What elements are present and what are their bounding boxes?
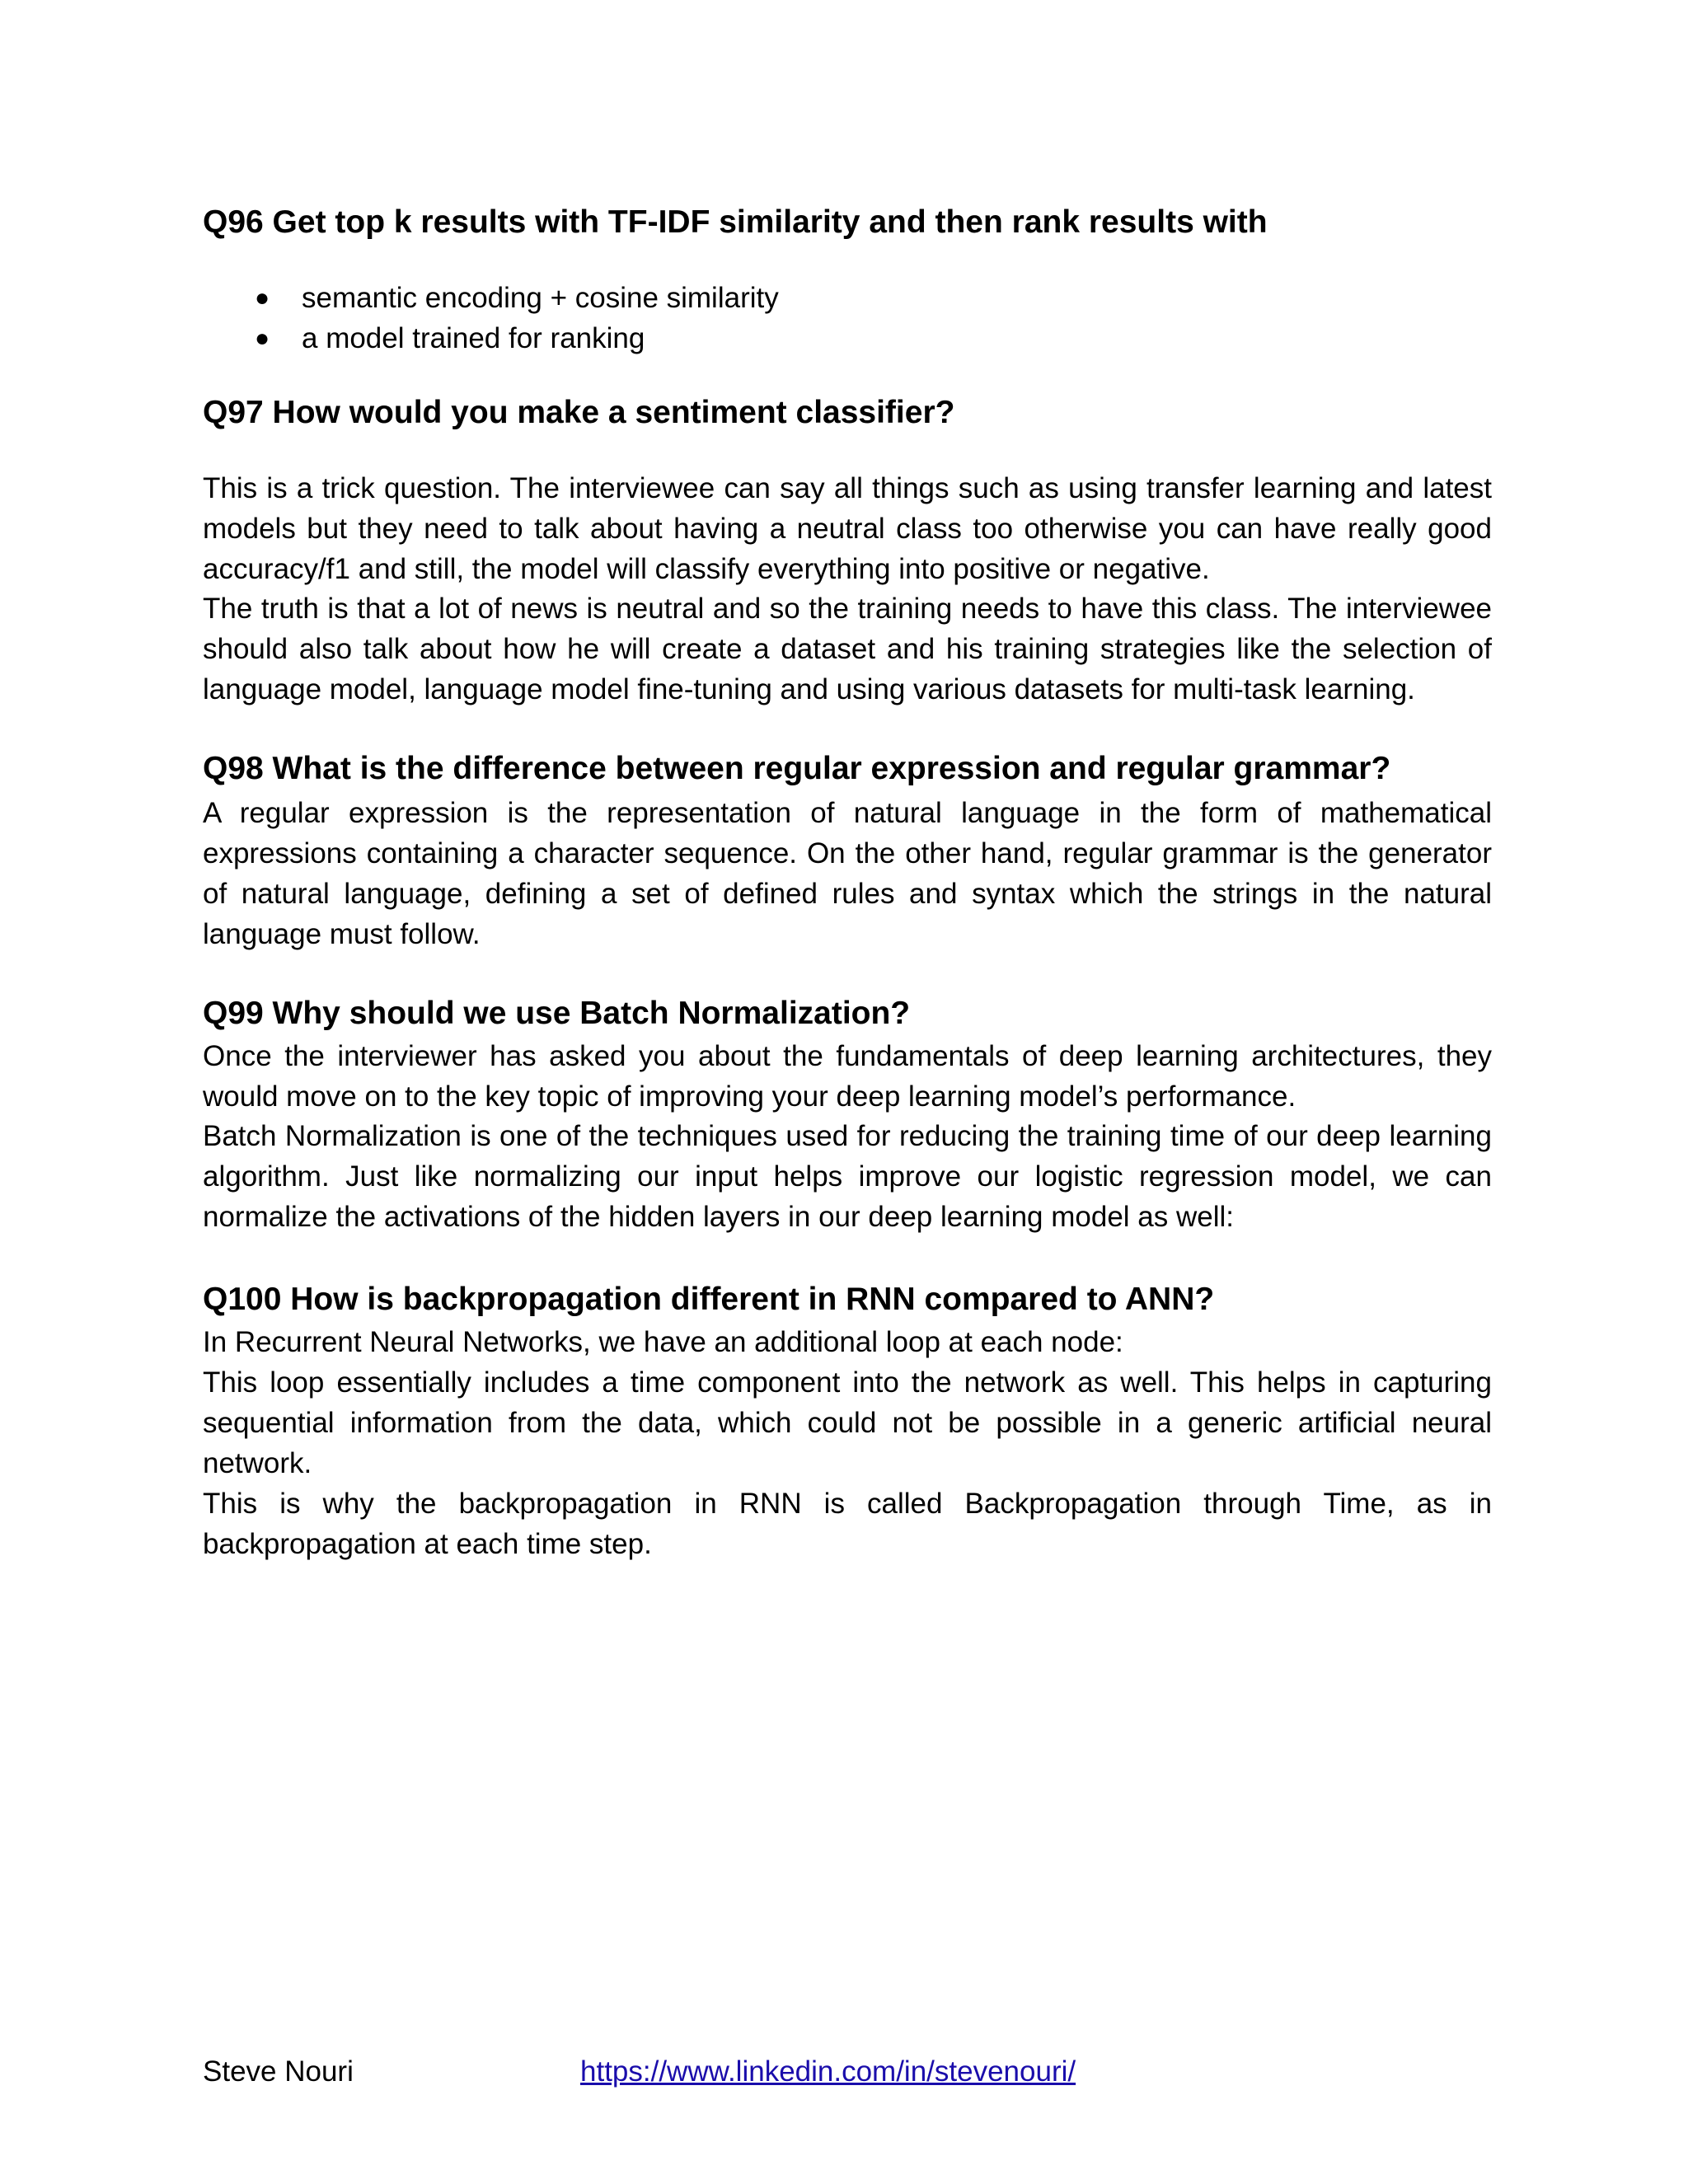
q99-paragraph-2: Batch Normalization is one of the techniques used for reducing the training time of our deep learning algorithm. Just like normalizing our input helps improve our logistic regression model, we can normalize the activations of the hidden layers in our deep learning model as well: bbox=[203, 1120, 1492, 1233]
footer-linkedin-link[interactable]: https://www.linkedin.com/in/stevenouri/ bbox=[580, 2055, 1076, 2088]
q98-paragraph-1: A regular expression is the representation of natural language in the form of mathematical expressions containing a character sequence. On the other hand, regular grammar is the generator of natural language, defining a set of defined rules and syntax which the strings in the natural language must follow. bbox=[203, 797, 1492, 950]
q100-paragraph-2: This loop essentially includes a time component into the network as well. This helps in capturing sequential information from the data, which could not be possible in a generic artificial neural network. bbox=[203, 1366, 1492, 1479]
list-item bbox=[203, 318, 779, 359]
q97-paragraph-2: The truth is that a lot of news is neutral and so the training needs to have this class. The interviewee should also talk about how he will create a dataset and his training strategies like the selection of language model, language model fine-tuning and using various datasets for multi-task learning. bbox=[203, 593, 1492, 705]
list-item-text: semantic encoding + cosine similarity bbox=[302, 282, 779, 314]
q97-paragraph-1: This is a trick question. The interviewee can say all things such as using transfer learning and latest models but they need to talk about having a neutral class too otherwise you can have really good accuracy/f1 and still, the model will classify everything into positive or negative. bbox=[203, 472, 1492, 585]
q97-heading: Q97 How would you make a sentiment classifier? bbox=[203, 395, 955, 430]
q96-bullet-list bbox=[203, 278, 779, 359]
list-item bbox=[203, 278, 779, 318]
footer-author: Steve Nouri bbox=[203, 2055, 354, 2088]
document-page bbox=[203, 0, 1492, 2184]
bullet-icon: ● bbox=[255, 325, 270, 352]
list-item-text: a model trained for ranking bbox=[302, 322, 645, 354]
q100-paragraph-1: In Recurrent Neural Networks, we have an additional loop at each node: bbox=[203, 1326, 1123, 1358]
q99-heading: Q99 Why should we use Batch Normalization? bbox=[203, 996, 911, 1031]
q100-heading: Q100 How is backpropagation different in RNN compared to ANN? bbox=[203, 1282, 1215, 1317]
q99-paragraph-1: Once the interviewer has asked you about the fundamentals of deep learning architectures, they would move on to the key topic of improving your deep learning model’s performance. bbox=[203, 1040, 1492, 1113]
q96-heading: Q96 Get top k results with TF-IDF similarity and then rank results with bbox=[203, 204, 1268, 240]
bullet-icon: ● bbox=[255, 284, 270, 312]
q98-heading: Q98 What is the difference between regular expression and regular grammar? bbox=[203, 751, 1391, 786]
q100-paragraph-3: This is why the backpropagation in RNN is called Backpropagation through Time, as in backpropagation at each time step. bbox=[203, 1488, 1492, 1560]
